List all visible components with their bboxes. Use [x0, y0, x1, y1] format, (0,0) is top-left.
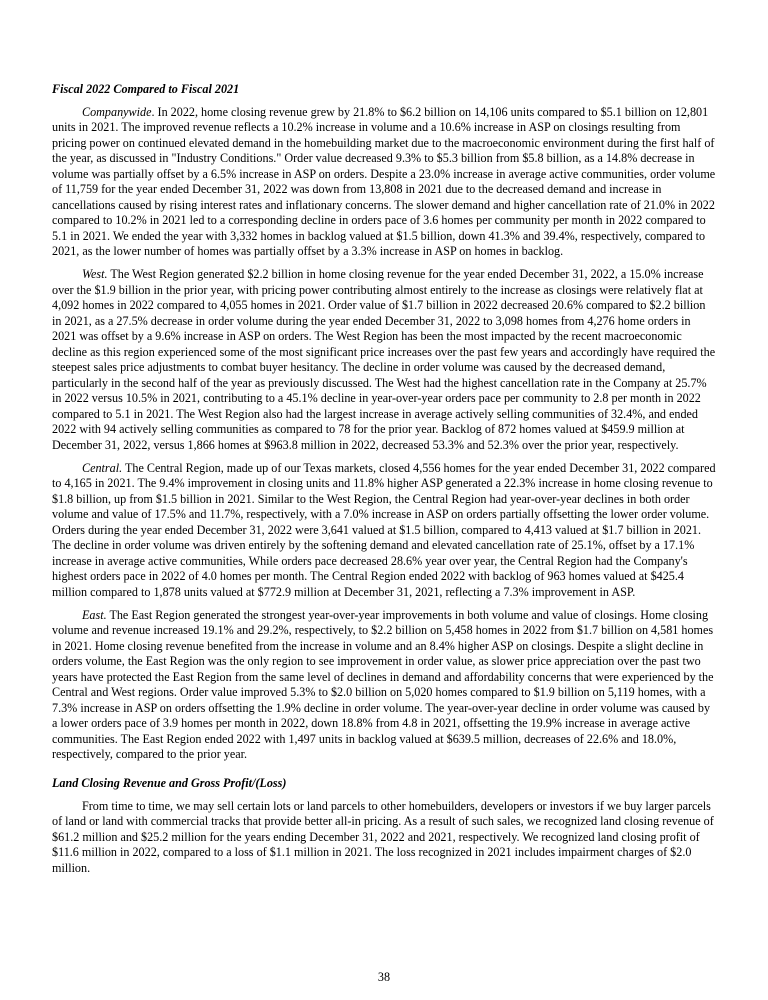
lead-central: Central. [82, 460, 123, 475]
paragraph-central [52, 461, 716, 601]
paragraph-east [52, 608, 716, 763]
lead-east: East. [82, 607, 107, 622]
text-companywide: . In 2022, home closing revenue grew by 21.8% to $6.2 billion on 14,106 units compared to $5.1 billion on 12,801 units in 2021. The improved revenue reflects a 10.2% increase in volume and a 10.6% increase in ASP on closings resulting from pricing power on continued elevated demand in the homebuilding market due to the macroeconomic environment during the first half of the year, as discussed in "Industry Conditions." Order value decreased 9.3% to $5.3 billion from $5.8 billion, as a 14.8% decrease in volume was partially offset by a 6.5% increase in ASP on orders. Despite a 23.0% increase in average active communities, order volume of 11,759 for the year ended December 31, 2022 was down from 13,808 in 2021 due to the decreased demand and increase in cancellations caused by rising interest rates and inflationary concerns. The slower demand and higher cancellation rate of 21.0% in 2022 compared to 10.2% in 2021 led to a corresponding decline in orders pace of 3.6 homes per community per month in 2022 compared to 5.1 in 2021. We ended the year with 3,332 homes in backlog valued at $1.5 billion, down 41.3% and 39.4%, respectively, compared to 2021, as the lower number of homes was partially offset by a 3.3% increase in ASP on homes in backlog. [52, 104, 716, 259]
land-heading: Land Closing Revenue and Gross Profit/(Loss) [52, 775, 287, 790]
text-central: The Central Region, made up of our Texas markets, closed 4,556 homes for the year ended December 31, 2022 compared to 4,165 in 2021. The 9.4% improvement in closing units and 11.8% higher ASP generated a 22.3% increase in home closing revenue to $1.8 billion, up from $1.5 billion in 2021. Similar to the West Region, the Central Region had year-over-year declines in both order volume and value of 17.5% and 11.7%, respectively, with a 7.0% increase in ASP on orders partially offsetting the lower order volume. Orders during the year ended December 31, 2022 were 3,641 valued at $1.5 billion, compared to 4,413 valued at $1.7 billion in 2021. The decline in order volume was driven entirely by the softening demand and elevated cancellation rate of 25.1%, offset by a 17.1% increase in average active communities, While orders pace decreased 28.6% year over year, the Central Region had the Company's highest orders pace in 2022 of 4.0 homes per month. The Central Region ended 2022 with backlog of 963 homes valued at $425.4 million compared to 1,878 units valued at $772.9 million at December 31, 2021, reflecting a 7.3% improvement in ASP. [52, 460, 716, 599]
section-heading: Fiscal 2022 Compared to Fiscal 2021 [52, 82, 240, 96]
document-page [52, 82, 716, 883]
lead-companywide: Companywide [82, 104, 152, 119]
lead-west: West. [82, 267, 108, 282]
text-west: The West Region generated $2.2 billion in home closing revenue for the year ended December 31, 2022, a 15.0% increase over the $1.9 billion in the prior year, with pricing power contributing almost entirely to the increase as closings were relatively flat at 4,092 homes in 2022 compared to 4,055 homes in 2021. Order value of $1.7 billion in 2022 decreased 20.6% compared to $2.2 billion in 2021, as a 27.5% decrease in order volume during the year ended December 31, 2022 to 3,098 homes from 4,276 home orders in 2021 was offset by a 9.6% increase in ASP on orders. The West Region has been the most impacted by the recent macroeconomic decline as this region experienced some of the most significant price increases over the past few years and accordingly have required the steepest sales price adjustments to combat buyer hesitancy. The decline in order volume was caused by the decreased demand, particularly in the second half of the year as previously discussed. The West had the highest cancellation rate in the Company at 25.7% in 2022 versus 10.5% in 2021, contributing to a 45.1% decline in year-over-year orders pace per community to 2.8 per month in 2022 compared to 5.1 in 2021. The West Region also had the largest increase in average actively selling communities of 32.4%, and ended 2022 with 94 actively selling communities as compared to 78 for the prior year. Backlog of 872 homes valued at $459.9 million at December 31, 2022, versus 1,866 homes at $963.8 million in 2022, decreased 53.3% and 52.3% over the prior year, respectively. [52, 267, 716, 453]
paragraph-companywide [52, 105, 716, 260]
text-east: The East Region generated the strongest year-over-year improvements in both volume and value of closings. Home closing volume and revenue increased 19.1% and 29.2%, respectively, to $2.2 billion on 5,458 homes in 2022 from $1.7 billion on 4,581 homes in 2021. Home closing revenue benefited from the increase in volume and an 8.4% higher ASP on closings. Despite a slight decline in orders volume, the East Region was the only region to see improvement in order value, as slower price appreciation over the past two years have protected the East Region from the same level of declines in demand and affordability concerns that were experienced by the Central and West regions. Order value improved 5.3% to $2.0 billion on 5,020 homes compared to $1.9 billion on 5,119 homes, with a 7.3% increase in ASP on orders offsetting the 1.9% decline in order volume. The year-over-year decline in order volume was caused by a lower orders pace of 3.9 homes per month in 2022, down 18.8% from 4.8 in 2021, offsetting the 19.9% increase in average active communities. The East Region ended 2022 with 1,497 units in backlog valued at $639.5 million, decreases of 22.6% and 18.0%, respectively, compared to the prior year. [52, 607, 714, 762]
paragraph-land: From time to time, we may sell certain lots or land parcels to other homebuilders, developers or investors if we buy larger parcels of land or land with commercial tracks that provide better all-in pricing. As a result of such sales, we recognized land closing revenue of $61.2 million and $25.2 million for the years ending December 31, 2022 and 2021, respectively. We recognized land closing profit of $11.6 million in 2022, compared to a loss of $1.1 million in 2021. The loss recognized in 2021 includes impairment charges of $2.0 million. [52, 798, 714, 875]
paragraph-west [52, 267, 716, 454]
page-number: 38 [377, 970, 391, 984]
